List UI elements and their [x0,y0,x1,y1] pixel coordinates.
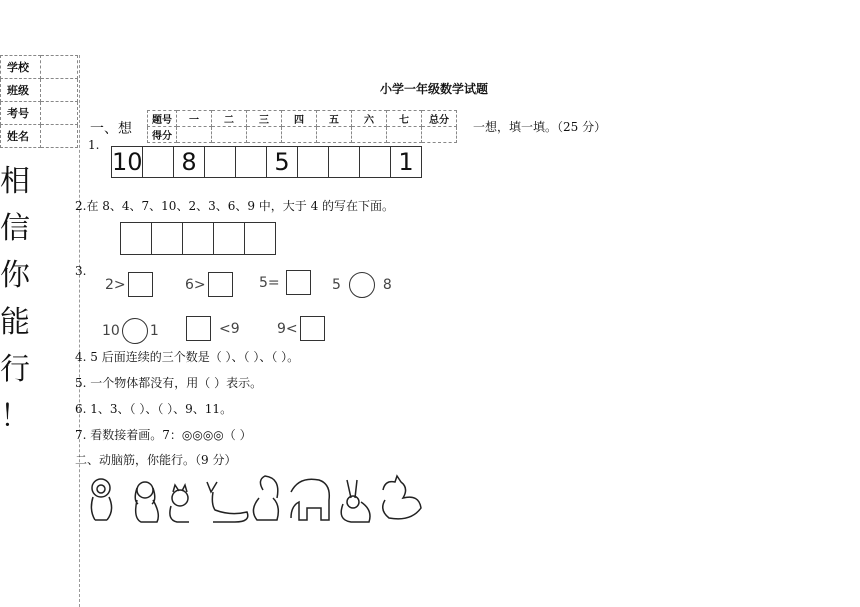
score-row-label: 得分 [148,127,177,143]
rabbit-icon [341,480,370,522]
q3-item [277,316,325,341]
q6-text: 6. 1、3、（ ）、（ ）、9、11。 [75,402,233,416]
slogan-char: 能 [0,305,30,340]
field-class: 班级 [1,79,41,102]
answer-box[interactable] [152,223,183,254]
q3-expr: 5 [332,277,341,293]
score-header: 三 [247,111,282,127]
field-school: 学校 [1,56,41,79]
squirrel-icon [253,476,278,520]
field-name: 姓名 [1,125,41,148]
slogan-char: 你 [0,258,30,293]
slogan-char: 行 [0,352,30,387]
score-header: 一 [177,111,212,127]
field-school-value[interactable] [41,56,78,79]
score-header: 四 [282,111,317,127]
score-header: 总分 [422,111,457,127]
q3-expr: 2> [105,276,126,293]
student-info-table [0,55,78,148]
q3-expr: 6> [185,276,206,293]
q3-expr: 5= [259,274,280,291]
score-header: 五 [317,111,352,127]
section1-prefix: 一、想 [90,121,132,137]
q3-item [259,270,311,295]
q3-expr: 9< [277,320,298,337]
q5-text: 5. 一个物体都没有，用（ ）表示。 [75,376,263,390]
q2-text: 2.在 8、4、7、10、2、3、6、9 中，大于 4 的写在下面。 [75,199,395,213]
q3-item [332,272,392,298]
score-header: 题号 [148,111,177,127]
q1-cell[interactable] [143,147,174,177]
field-exam-no: 考号 [1,102,41,125]
monkey-icon [91,479,111,520]
answer-box[interactable] [300,316,325,341]
section2-heading: 二、动脑筋，你能行。（9 分） [75,453,237,467]
q3-expr: 8 [382,277,392,293]
q1-cell: 1 [398,148,414,176]
slogan-char: 信 [0,211,30,246]
score-cell[interactable] [282,127,317,143]
field-name-value[interactable] [41,125,78,148]
score-header: 七 [387,111,422,127]
animals-illustration [85,470,425,526]
q3-expr: 1 [149,323,159,339]
score-cell[interactable] [177,127,212,143]
q3-item [185,272,233,297]
q4-text: 4. 5 后面连续的三个数是（ ）、（ ）、（ ）。 [75,350,300,364]
rooster-icon [383,476,421,519]
field-class-value[interactable] [41,79,78,102]
slogan [0,158,28,440]
dog-icon [135,482,158,522]
answer-box[interactable] [286,270,311,295]
field-exam-no-value[interactable] [41,102,78,125]
answer-box[interactable] [183,223,214,254]
answer-circle[interactable] [349,272,375,298]
q1-cell: 10 [112,148,143,176]
score-header: 六 [352,111,387,127]
answer-circle[interactable] [122,318,148,344]
section1-suffix: 一想，填一填。（25 分） [473,120,607,134]
q1-cell[interactable] [360,147,391,177]
score-cell[interactable] [422,127,457,143]
score-cell[interactable] [387,127,422,143]
q1-cell: 8 [174,147,205,177]
score-cell[interactable] [212,127,247,143]
deer-icon [207,482,248,522]
page-title: 小学一年级数学试题 [380,82,489,96]
q1-cell: 5 [267,147,298,177]
score-table [147,110,457,143]
q1-cell[interactable] [298,147,329,177]
elephant-icon [291,479,329,520]
answer-box[interactable] [208,272,233,297]
q1-cell[interactable] [329,147,360,177]
q1-cell[interactable] [205,147,236,177]
answer-box[interactable] [128,272,153,297]
answer-box[interactable] [186,316,211,341]
q1-label: 1. [88,138,100,152]
slogan-char: ！ [0,399,30,434]
q2-answer-boxes [120,222,276,255]
q3-item [186,316,240,341]
q1-cell[interactable] [236,147,267,177]
answer-box[interactable] [121,223,152,254]
binding-line [79,55,80,607]
q3-item [105,272,153,297]
answer-box[interactable] [245,223,275,254]
q3-expr: 10 [102,323,120,339]
score-cell[interactable] [247,127,282,143]
score-cell[interactable] [352,127,387,143]
q3-item [102,318,159,344]
q7-text: 7. 看数接着画。7：◎◎◎◎（ ） [75,428,252,442]
q1-number-row [111,146,422,178]
q3-label: 3. [75,264,87,278]
score-cell[interactable] [317,127,352,143]
cat-icon [170,485,189,522]
slogan-char: 相 [0,164,30,199]
q3-expr: <9 [219,320,240,337]
score-header: 二 [212,111,247,127]
answer-box[interactable] [214,223,245,254]
